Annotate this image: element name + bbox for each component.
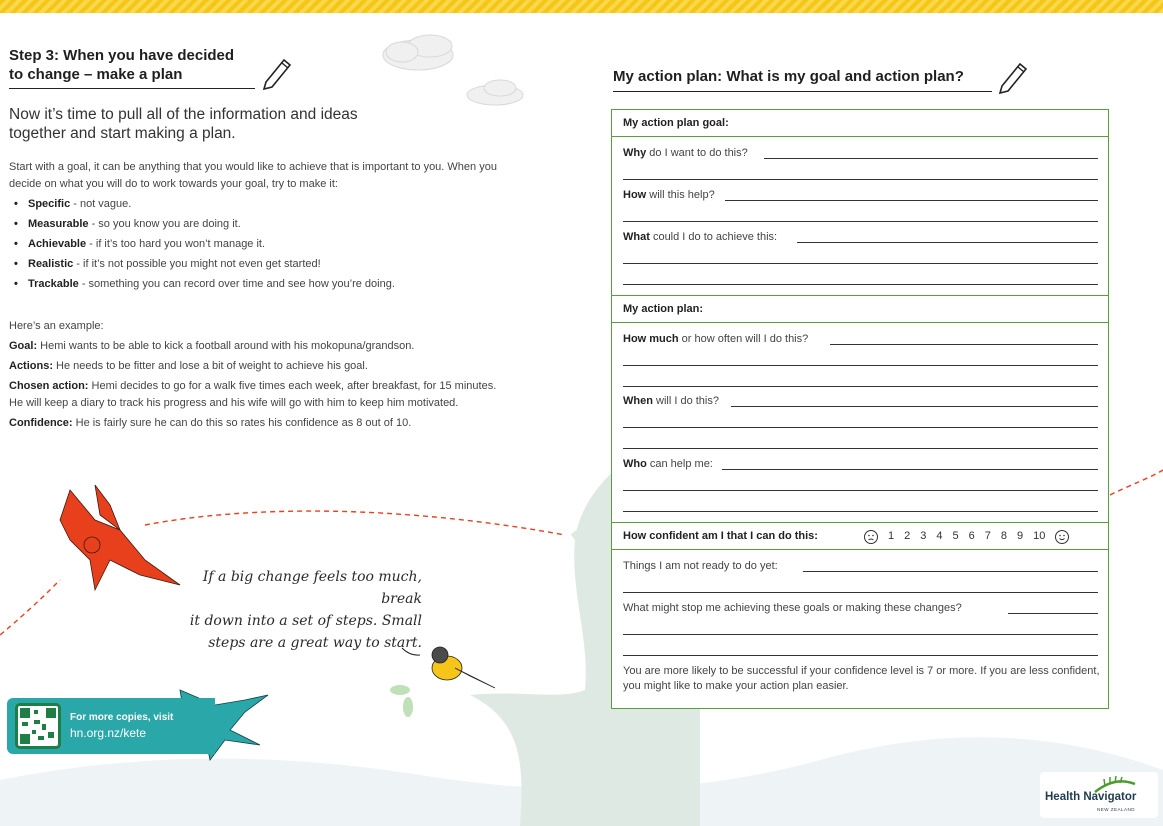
step-title-underline bbox=[9, 88, 255, 89]
how-much-answer-line[interactable] bbox=[623, 386, 1098, 387]
when-label: When will I do this? bbox=[623, 395, 719, 407]
how-label: How will this help? bbox=[623, 189, 715, 201]
what-answer-line[interactable] bbox=[797, 242, 1098, 243]
example-block bbox=[9, 318, 509, 435]
list-item: • Trackable - something you can record over time and see how you’re doing. bbox=[14, 276, 395, 296]
how-much-label: How much or how often will I do this? bbox=[623, 333, 809, 345]
not-ready-answer-line[interactable] bbox=[803, 571, 1098, 572]
list-item: • Achievable - if it’s too hard you won’t manage it. bbox=[14, 236, 395, 256]
list-item: • Specific - not vague. bbox=[14, 196, 395, 216]
example-chosen-action: Chosen action: Hemi decides to go for a walk five times each week, after breakfast, for 15 minutes. He will keep a diary to track his progress and his wife will go with him to keep him motivated. bbox=[9, 380, 497, 409]
how-answer-line[interactable] bbox=[725, 200, 1098, 201]
body-text: Start with a goal, it can be anything that you would like to achieve that is important to you. When you decide on what you will do to work towards your goal, try to make it: bbox=[9, 161, 497, 190]
example-actions: Actions: He needs to be fitter and lose a bit of weight to achieve his goal. bbox=[9, 360, 368, 372]
action-plan-title-underline bbox=[613, 91, 992, 92]
sad-face-icon bbox=[864, 530, 878, 544]
scale-5[interactable]: 5 bbox=[952, 530, 959, 542]
who-label: Who can help me: bbox=[623, 458, 713, 470]
what-answer-line[interactable] bbox=[623, 263, 1098, 264]
health-navigator-logo bbox=[1040, 772, 1158, 818]
might-stop-answer-line[interactable] bbox=[623, 655, 1098, 656]
confidence-scale bbox=[864, 523, 1069, 550]
scale-7[interactable]: 7 bbox=[984, 530, 991, 542]
plan-section-header: My action plan: bbox=[612, 296, 1108, 323]
scale-3[interactable]: 3 bbox=[920, 530, 927, 542]
list-item: • Measurable - so you know you are doing it. bbox=[14, 216, 395, 236]
when-answer-line[interactable] bbox=[731, 406, 1098, 407]
logo-subtext: NEW ZEALAND bbox=[1097, 807, 1136, 812]
who-answer-line[interactable] bbox=[722, 469, 1098, 470]
logo-text: Health Navigator bbox=[1045, 791, 1137, 803]
who-answer-line[interactable] bbox=[623, 490, 1098, 491]
scale-8[interactable]: 8 bbox=[1000, 530, 1007, 542]
what-label: What could I do to achieve this: bbox=[623, 231, 778, 243]
smart-bullet-list bbox=[14, 196, 395, 296]
what-answer-line[interactable] bbox=[623, 284, 1098, 285]
confidence-label: How confident am I that I can do this: bbox=[623, 530, 818, 542]
scale-2[interactable]: 2 bbox=[904, 530, 911, 542]
scale-6[interactable]: 6 bbox=[968, 530, 975, 542]
why-label: Why do I want to do this? bbox=[623, 147, 748, 159]
scale-4[interactable]: 4 bbox=[936, 530, 943, 542]
might-stop-answer-line[interactable] bbox=[623, 634, 1098, 635]
goal-section-header: My action plan goal: bbox=[612, 110, 1108, 137]
how-much-answer-line[interactable] bbox=[830, 344, 1098, 345]
scale-9[interactable]: 9 bbox=[1017, 530, 1024, 542]
happy-face-icon bbox=[1055, 530, 1069, 544]
might-stop-label: What might stop me achieving these goals or making these changes? bbox=[623, 602, 962, 614]
qr-code-icon[interactable] bbox=[15, 703, 61, 749]
why-answer-line[interactable] bbox=[764, 158, 1098, 159]
how-answer-line[interactable] bbox=[623, 221, 1098, 222]
when-answer-line[interactable] bbox=[623, 448, 1098, 449]
scale-1[interactable]: 1 bbox=[888, 530, 895, 542]
why-answer-line[interactable] bbox=[623, 179, 1098, 180]
confidence-footnote: You are more likely to be successful if your confidence level is 7 or more. If you are less confident, you might like to make your action plan easier. bbox=[623, 665, 1100, 692]
example-goal: Goal: Hemi wants to be able to kick a football around with his mokopuna/grandson. bbox=[9, 340, 415, 352]
scale-10[interactable]: 10 bbox=[1033, 530, 1046, 542]
action-plan-title: My action plan: What is my goal and action plan? bbox=[613, 68, 964, 85]
might-stop-answer-line[interactable] bbox=[1008, 613, 1098, 614]
example-intro: Here’s an example: bbox=[9, 320, 104, 332]
list-item: • Realistic - if it’s not possible you might not even get started! bbox=[14, 256, 395, 276]
who-answer-line[interactable] bbox=[623, 511, 1098, 512]
not-ready-answer-line[interactable] bbox=[623, 592, 1098, 593]
more-copies-banner[interactable] bbox=[7, 698, 215, 754]
when-answer-line[interactable] bbox=[623, 427, 1098, 428]
handwritten-quote: If a big change feels too much, break it down into a set of steps. Small steps are a great way to start. bbox=[189, 569, 422, 651]
action-plan-form bbox=[611, 109, 1109, 709]
pencil-icon bbox=[994, 58, 1030, 94]
not-ready-label: Things I am not ready to do yet: bbox=[623, 560, 778, 572]
how-much-answer-line[interactable] bbox=[623, 365, 1098, 366]
copies-link[interactable]: hn.org.nz/kete bbox=[70, 726, 147, 740]
copies-label: For more copies, visit bbox=[70, 712, 174, 723]
example-confidence: Confidence: He is fairly sure he can do this so rates his confidence as 8 out of 10. bbox=[9, 417, 412, 429]
cloud-icon bbox=[383, 35, 453, 70]
step-title: Step 3: When you have decided to change – make a plan bbox=[9, 47, 235, 83]
intro-text: Now it’s time to pull all of the information and ideas together and start making a plan. bbox=[9, 106, 358, 142]
fantail-bird-icon bbox=[432, 647, 495, 688]
pencil-icon bbox=[258, 54, 294, 90]
confidence-row bbox=[612, 523, 1108, 550]
